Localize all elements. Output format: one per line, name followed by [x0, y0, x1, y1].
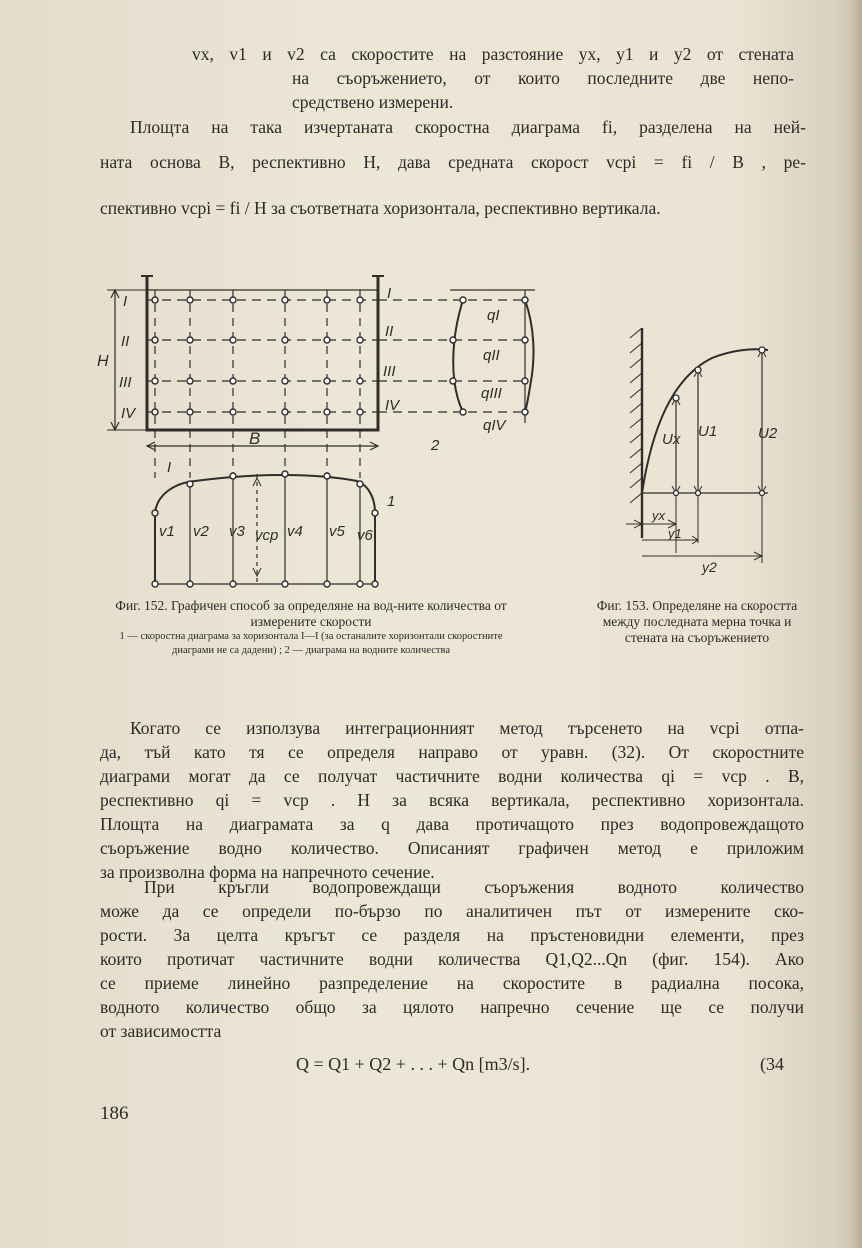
- fig152-label-qI: qI: [487, 307, 500, 324]
- para3-line: се приеме линейно разпределение на скоростите в радиална посока,: [100, 973, 804, 993]
- fig152-label-v5: v5: [329, 523, 345, 540]
- para3-line: може да се определи по-бързо по аналитичен път от измерените ско-: [100, 901, 804, 921]
- intro-line-3: средствено измерени.: [292, 92, 454, 112]
- para1-line-3: спективно vсрi = fi / H за съответната хоризонтала, респективно вертикала.: [100, 198, 661, 218]
- fig152-label-2: 2: [431, 437, 440, 454]
- para3-line: от зависимостта: [100, 1021, 222, 1041]
- para2-line: за произволна форма на напречното сечение.: [100, 862, 435, 882]
- fig152-label-v3: v3: [229, 523, 245, 540]
- para3: [100, 875, 804, 1043]
- fig152-label-vcp: vср: [255, 527, 279, 544]
- fig152-label-v1: v1: [159, 523, 175, 540]
- fig153-label-y1: y1: [668, 526, 682, 541]
- para1-line-1: Площта на така изчертаната скоростна диаграма fi, разделена на ней-: [130, 117, 806, 137]
- equation: Q = Q1 + Q2 + . . . + Qn [m3/s].: [296, 1054, 531, 1074]
- para2-line: респективно qi = vср . H за всяка вертикала, респективно хоризонтала.: [100, 790, 804, 810]
- para3-line: водното количество общо за цялото напречно сечение ще се получи: [100, 997, 804, 1017]
- para3-line: които протичат частичните водни количества Q1,Q2...Qn (фиг. 154). Ако: [100, 949, 804, 969]
- fig152-label-I-lower: I: [167, 459, 172, 476]
- para2-line: диаграми могат да се получат частичните водни количества qi = vср . B,: [100, 766, 804, 786]
- para2-line: Площта на диаграмата за q дава протичащото през водопровеждащото: [100, 814, 804, 834]
- fig152-label-H: H: [97, 353, 109, 370]
- fig153-label-y2: y2: [702, 559, 717, 575]
- fig152-label-III: III: [119, 374, 132, 391]
- fig152-label-1: 1: [387, 493, 396, 510]
- para2-line: съоръжение водно количество. Описаният графичен метод е приложим: [100, 838, 804, 858]
- fig152-label-III-right: III: [383, 363, 396, 380]
- para2: [100, 716, 804, 884]
- equation-number: (34: [760, 1054, 784, 1074]
- figure-153: [612, 318, 798, 578]
- fig152-label-qII: qII: [483, 347, 500, 364]
- fig152-label-B: B: [249, 429, 261, 448]
- fig152-label-v2: v2: [193, 523, 209, 540]
- fig152-label-I: I: [123, 293, 128, 310]
- intro-line-2: на съоръжението, от които последните две непо-: [292, 68, 794, 88]
- fig153-label-yx: yx: [652, 508, 665, 523]
- fig152-caption: Фиг. 152. Графичен способ за определяне на вод-ните количества от измерените скорости 1 — скоростна диаграма за хоризонтала I—I (за останалите хоризонтали скоростните диаграми не са дадени) ; 2 — диаграма на водните количества: [115, 598, 507, 656]
- para1-line-2: ната основа B, респективно H, дава средната скорост vсрi = fi / B , ре-: [100, 152, 806, 172]
- fig153-caption: Фиг. 153. Определяне на скоростта между последната мерна точка и стената на съоръжението: [596, 598, 798, 645]
- fig152-label-v6: v6: [357, 527, 373, 544]
- fig152-label-I-right: I: [387, 285, 392, 302]
- fig153-label-u2: U2: [758, 425, 778, 442]
- fig152-label-qIV: qIV: [483, 417, 506, 434]
- fig152-label-qIII: qIII: [481, 385, 502, 402]
- para3-line: При кръгли водопровеждащи съоръжения водното количество: [144, 877, 804, 897]
- para2-line: Когато се използува интеграционният метод търсенето на vсрi отпа-: [130, 718, 804, 738]
- fig153-label-ux: Ux: [662, 431, 681, 448]
- fig152-label-v4: v4: [287, 523, 303, 540]
- page-number: 186: [100, 1103, 129, 1124]
- fig152-label-II-right: II: [385, 323, 394, 340]
- para3-line: рости. За целта кръгът се разделя на пръстеновидни елементи, през: [100, 925, 804, 945]
- fig152-label-II: II: [121, 333, 130, 350]
- page-edge-shadow: [848, 0, 862, 1248]
- fig153-label-u1: U1: [698, 423, 718, 440]
- fig152-label-IV: IV: [121, 405, 136, 422]
- para2-line: да, тъй като тя се определя направо от уравн. (32). От скоростните: [100, 742, 804, 762]
- figure-152: [95, 268, 555, 590]
- fig152-label-IV-right: IV: [385, 397, 400, 414]
- intro-line-1: vx, v1 и v2 са скоростите на разстояние yx, y1 и y2 от стената: [192, 44, 794, 64]
